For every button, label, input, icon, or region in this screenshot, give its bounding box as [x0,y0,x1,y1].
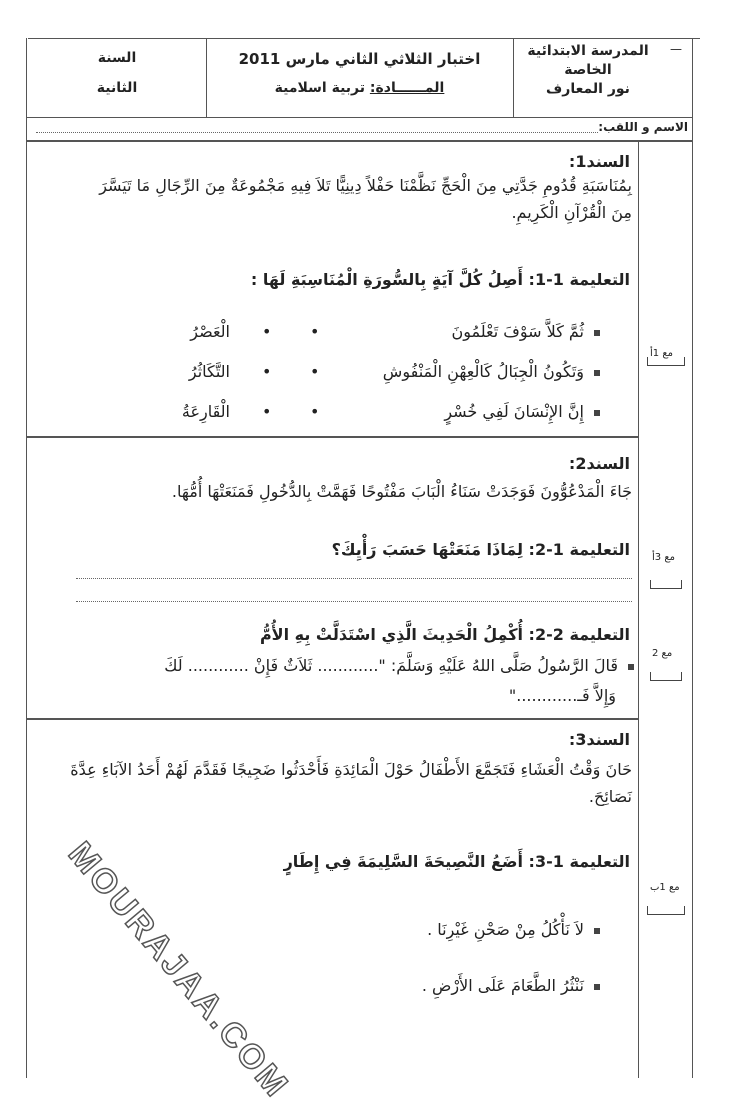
verse-text: ثُمَّ كَلاَّ سَوْفَ تَعْلَمُونَ [451,322,584,341]
advice-text: نَنْثُرُ الطَّعَامَ عَلَى الأَرْضِ . [421,976,584,995]
school-line: الخاصة [564,62,612,78]
bullet-icon [594,984,600,990]
advice-option[interactable] [300,902,600,958]
subject-value: تربية اسلامية [274,80,366,96]
section3-text: حَانَ وَقْتُ الْعَشَاءِ فَتَجَمَّعَ الأَطْفَالُ حَوْلَ الْمَائِدَةِ فَأَحْدَثُوا ضَجِيجًا فَقَدَّمَ لَهُمْ أَحَدُ الآبَاءِ عِدَّةَ نَصَائِحَ. [70,760,632,806]
hadith-line-2[interactable]: وَإِلاَّ فَـ............" [508,686,616,705]
name-dotted-line[interactable] [36,132,598,133]
score-label-1a: مع 1أ [650,348,674,359]
score-label-3a: مع 3أ [652,552,676,563]
margin-column-line [638,140,639,1078]
name-label: الاسم و اللقب: [598,120,688,134]
section2-title: السند2: [568,454,630,473]
match-dots-right: • • • [310,322,320,421]
instruction-2-2: التعليمة 2-2: أُكْمِلُ الْحَدِيثَ الَّذِي اسْتَدَلَّتْ بِهِ الأُمُّ [259,625,630,644]
header-bottom [26,117,693,118]
name-row-bottom [26,140,693,142]
score-box-1b[interactable] [647,906,685,915]
score-box-2[interactable] [650,672,682,681]
watermark-logo: MOURAJAA.COM [60,835,297,1106]
instruction-3-1: التعليمة 1-3: أَضَعُ النَّصِيحَةَ السَّلِيمَةَ فِي إِطَارٍ [283,852,630,871]
answer-line[interactable] [76,601,632,602]
bullet-icon [594,410,600,416]
school-line: نور المعارف [546,81,630,97]
subject-label: المــــــادة: [369,80,445,96]
dash-mark: — [670,42,682,56]
answer-line[interactable] [76,578,632,579]
surah-list [150,312,230,432]
advice-text: لاَ نَأْكُلُ مِنْ صَحْنِ غَيْرِنَا . [427,920,584,939]
surah-item[interactable]: الْقَارِعَةُ [181,402,230,421]
bullet-icon [594,370,600,376]
verse-item[interactable] [330,392,600,432]
section-divider-1 [26,436,638,438]
advice-list [300,902,600,1014]
verse-list [330,312,600,432]
frame-right [692,38,693,1078]
section2-text: جَاءَ الْمَدْعُوُّونَ فَوَجَدَتْ سَنَاءُ الْبَابَ مَفْتُوحًا فَهَمَّتْ بِالدُّخُولِ فَمَنَعَتْهَا أُمُّهَا. [171,482,632,501]
name-field[interactable] [36,120,688,134]
score-label-1b: مع 1ب [650,882,680,893]
surah-item[interactable]: التَّكَاثُرُ [188,362,230,381]
year-value: الثانية [96,80,138,96]
school-name [513,42,663,99]
match-dots-left: • • • [262,322,272,421]
bullet-icon [594,330,600,336]
subject [206,80,513,96]
instruction-1-1: التعليمة 1-1: أَصِلُ كُلَّ آيَةٍ بِالسُّورَةِ الْمُنَاسِبَةِ لَهَا : [250,270,630,289]
exam-title: اختبار الثلاثي الثاني مارس 2011 [238,50,481,68]
frame-left [26,38,27,1078]
year-label: السنة [97,50,137,66]
section1-text: بِمُنَاسَبَةِ قُدُومِ جَدَّتِي مِنَ الْحَجِّ نَظَّمْنَا حَفْلاً دِينِيًّا تَلاَ فِيهِ مَجْمُوعَةٌ مِنَ الرِّجَالِ مَا تَيَسَّرَ مِنَ الْقُرْآنِ الْكَرِيمِ. [99,176,632,222]
verse-item[interactable] [330,352,600,392]
instruction-2-1: التعليمة 1-2: لِمَاذَا مَنَعَتْهَا حَسَبَ رَأْيِكَ؟ [331,540,630,559]
verse-item[interactable] [330,312,600,352]
school-line: المدرسة الابتدائية [527,43,649,59]
section1-title: السند1: [568,152,630,171]
section3-title: السند3: [568,730,630,749]
frame-top [28,38,700,39]
hadith-text: قَالَ الرَّسُولُ صَلَّى اللهُ عَلَيْهِ وَسَلَّمَ: "............ ثَلاَثٌ فَإِنْ ............ لَكَ [164,656,618,675]
bullet-icon [594,928,600,934]
verse-text: إِنَّ الإِنْسَانَ لَفِي خُسْرٍ [444,402,584,421]
score-label-2: مع 2 [652,648,673,659]
bullet-icon [628,664,634,670]
hadith-line-1[interactable] [44,652,634,679]
score-box-1a[interactable] [647,357,685,366]
score-box-3a[interactable] [650,580,682,589]
section-divider-2 [26,718,638,720]
surah-item[interactable]: الْعَصْرُ [190,322,230,341]
advice-option[interactable] [300,958,600,1014]
verse-text: وَتَكُونُ الْجِبَالُ كَالْعِهْنِ الْمَنْفُوشِ [382,362,584,381]
